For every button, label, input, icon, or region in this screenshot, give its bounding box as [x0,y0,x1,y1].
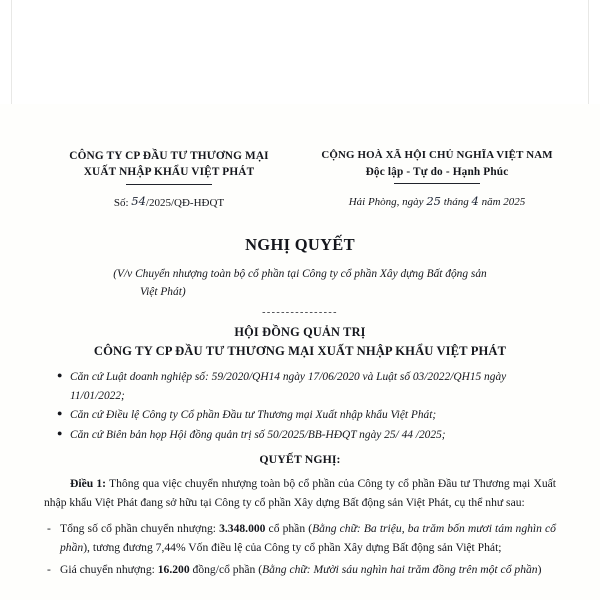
article-1-text: Thông qua việc chuyển nhượng toàn bộ cổ phần của Công ty cổ phần Đầu tư Thương mại Xuất nhập khẩu Việt Phát đang sở hữu tại Công ty cổ phần Xây dựng Bất động sản Việt Phát, cụ thể như sau: [44,477,556,510]
date-suffix: năm 2025 [481,196,526,209]
list-item [47,560,556,579]
list-item [47,519,556,557]
divider-dots: ---------------- [262,307,338,319]
document-title: NGHỊ QUYẾT [245,234,355,254]
list-item [57,406,556,424]
article-1-label: Điều 1: [70,477,107,491]
place-and-date [318,194,556,208]
national-underline [394,183,480,184]
legal-bases-list [44,368,556,444]
legal-basis-text: Căn cứ Biên bản họp Hội đồng quản trị số 50/2025/BB-HĐQT ngày 25/ 44 /2025; [70,428,446,441]
item-italic-words: Bằng chữ: Ba triệu, ba trăm bốn mươi tám nghìn cổ phần [60,521,556,554]
list-item [57,368,556,405]
company-name-line-1: CÔNG TY CP ĐẦU TƯ THƯƠNG MẠI [69,150,269,162]
item-lead: Tổng số cổ phần chuyển nhượng: [60,521,220,535]
scan-edge-right [588,0,589,104]
subtitle-line-2: Việt Phát) [140,286,186,298]
document-body [0,104,600,600]
date-day-handwritten: 25 [426,193,441,208]
item-italic-words: Bằng chữ: Mười sáu nghìn hai trăm đồng trên một cổ phần [262,563,538,577]
item-tail: ), tương đương 7,44% Vốn điều lệ của Công ty cổ phần Xây dựng Bất động sản Việt Phát; [83,540,502,554]
company-underline [126,184,212,185]
document-number-prefix: Số: [113,196,129,209]
item-mid: đồng/cổ phần ( [189,563,263,577]
council-heading: HỘI ĐỒNG QUẢN TRỊ [234,325,366,340]
legal-basis-text: Căn cứ Điều lệ Công ty Cổ phần Đầu tư Thương mại Xuất nhập khẩu Việt Phát; [70,409,437,422]
item-mid: cổ phần ( [265,521,313,535]
resolve-heading: QUYẾT NGHỊ: [259,452,341,467]
legal-basis-text: Căn cứ Luật doanh nghiệp số: 59/2020/QH14 ngày 17/06/2020 và Luật số 03/2022/QH15 ngày 11/01/2022; [70,371,507,402]
document-header [44,148,556,209]
item-bold-value: 3.348.000 [219,521,266,535]
document-subtitle [44,265,556,302]
national-motto: Độc lập - Tự do - Hạnh Phúc [365,165,509,178]
header-national-block [318,148,556,208]
transfer-details-list [44,519,556,580]
document-number [44,195,294,209]
national-title-line-1: CỘNG HOÀ XÃ HỘI CHỦ NGHĨA VIỆT NAM [321,149,553,161]
item-tail: ) [537,563,542,577]
bullet-icon: ● [57,427,63,438]
list-item [57,426,556,444]
date-prefix: Hải Phòng, ngày [348,196,424,209]
company-heading: CÔNG TY CP ĐẦU TƯ THƯƠNG MẠI XUẤT NHẬP KHẨU VIỆT PHÁT [93,344,507,359]
bullet-icon: ● [57,408,63,419]
dash-icon: - [47,563,51,577]
item-bold-value: 16.200 [157,563,190,577]
bullet-icon: ● [57,370,63,381]
company-name-line-2: XUẤT NHẬP KHẨU VIỆT PHÁT [83,166,255,179]
item-lead: Giá chuyển nhượng: [60,563,158,577]
document-number-handwritten: 54 [131,194,146,209]
date-mid: tháng [443,196,469,209]
scan-edge-left [11,0,12,104]
subtitle-line-1: (V/v Chuyển nhượng toàn bộ cổ phần tại Công ty cổ phần Xây dựng Bất động sản [113,267,487,280]
document-number-suffix: /2025/QĐ-HĐQT [145,196,225,209]
date-month-handwritten: 4 [471,193,479,208]
dash-icon: - [47,521,51,535]
header-company-block [44,148,294,209]
article-1-paragraph [44,474,556,512]
scan-top-margin [0,0,600,105]
